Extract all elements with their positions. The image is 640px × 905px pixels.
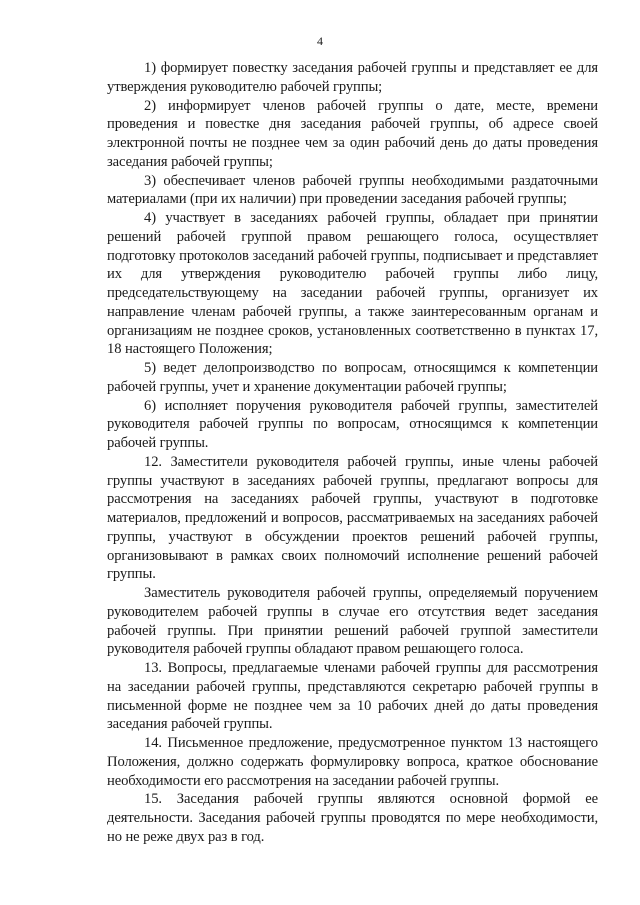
paragraph-deputy-role: Заместитель руководителя рабочей группы, определяемый поручением руководителем рабочей группы в случае его отсутствия ведет заседания рабочей группы. При принятии решений рабочей группой заместители руководителя рабочей группы обладают правом решающего голоса. bbox=[107, 585, 598, 658]
paragraph-clause-15: 15. Заседания рабочей группы являются основной формой ее деятельности. Заседания рабочей группы проводятся по мере необходимости, но не реже двух раз в год. bbox=[107, 791, 598, 845]
paragraph-clause-14: 14. Письменное предложение, предусмотренное пунктом 13 настоящего Положения, должно содержать формулировку вопроса, краткое обоснование необходимости его рассмотрения на заседании рабочей группы. bbox=[107, 735, 598, 789]
paragraph-item-1: 1) формирует повестку заседания рабочей группы и представляет ее для утверждения руководителю рабочей группы; bbox=[107, 60, 598, 95]
paragraph-item-6: 6) исполняет поручения руководителя рабочей группы, заместителей руководителя рабочей группы по вопросам, относящимся к компетенции рабочей группы. bbox=[107, 397, 598, 451]
paragraph-clause-12: 12. Заместители руководителя рабочей группы, иные члены рабочей группы участвуют в заседаниях рабочей группы, предлагают вопросы для рассмотрения на заседаниях рабочей группы, участвуют в подготовке материалов, предложений и вопросов, рассматриваемых на заседаниях рабочей группы, участвуют в обсуждении проектов решений рабочей группы, организовывают в рамках своих полномочий исполнение решений рабочей группы. bbox=[107, 453, 598, 583]
document-body bbox=[107, 59, 598, 847]
paragraph-item-2: 2) информирует членов рабочей группы о дате, месте, времени проведения и повестке дня заседания рабочей группы, об адресе своей электронной почты не позднее чем за один рабочий день до даты проведения заседания рабочей группы; bbox=[107, 97, 598, 170]
paragraph-clause-13: 13. Вопросы, предлагаемые членами рабочей группы для рассмотрения на заседании рабочей группы, представляются секретарю рабочей группы в письменной форме не позднее чем за 10 рабочих дней до даты проведения заседания рабочей группы. bbox=[107, 660, 598, 733]
page-number: 4 bbox=[317, 34, 323, 48]
paragraph-item-4: 4) участвует в заседаниях рабочей группы, обладает при принятии решений рабочей группой правом решающего голоса, осуществляет подготовку протоколов заседаний рабочей группы, подписывает и представляет их для утверждения руководителю рабочей группы либо лицу, председательствующему на заседании рабочей группы, организует их направление членам рабочей группы, а также заинтересованным органам и организациям не позднее сроков, установленных соответственно в пунктах 17, 18 настоящего Положения; bbox=[107, 210, 598, 358]
paragraph-item-3: 3) обеспечивает членов рабочей группы необходимыми раздаточными материалами (при их наличии) при проведении заседания рабочей группы; bbox=[107, 172, 598, 208]
paragraph-item-5: 5) ведет делопроизводство по вопросам, относящимся к компетенции рабочей группы, учет и хранение документации рабочей группы; bbox=[107, 360, 598, 395]
